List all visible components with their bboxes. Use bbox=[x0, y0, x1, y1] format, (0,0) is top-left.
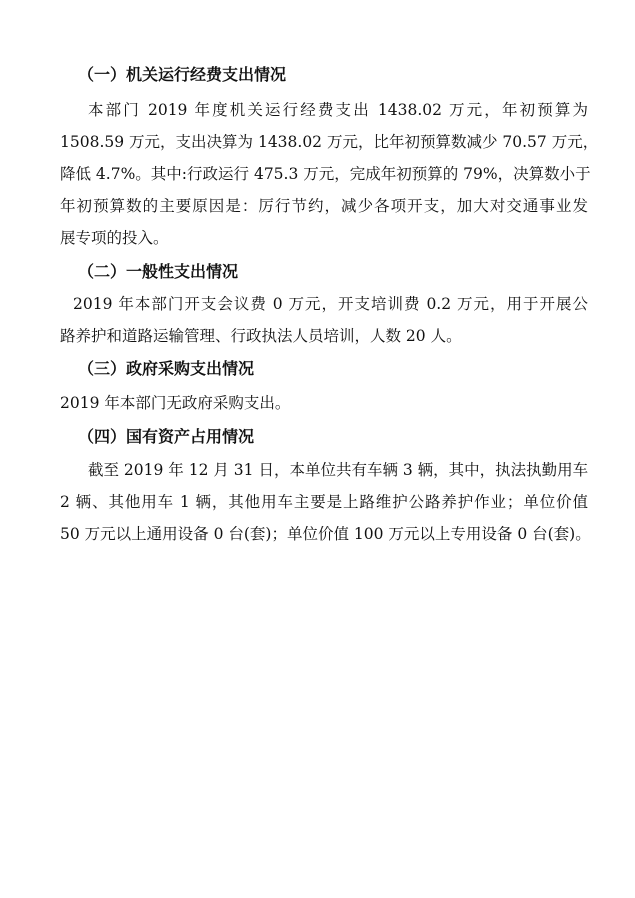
paragraph-line: 2019 年本部门开支会议费 0 万元，开支培训费 0.2 万元，用于开展公 bbox=[73, 295, 588, 313]
paragraph-line: 50 万元以上通用设备 0 台(套)；单位价值 100 万元以上专用设备 0 台(套)。 bbox=[60, 525, 591, 543]
section-heading: （三）政府采购支出情况 bbox=[78, 359, 255, 378]
paragraph-line: 1508.59 万元，支出决算为 1438.02 万元，比年初预算数减少 70.57 万元， bbox=[60, 133, 599, 151]
section-heading: （四）国有资产占用情况 bbox=[78, 427, 255, 446]
paragraph-line: 2019 年本部门无政府采购支出。 bbox=[60, 394, 291, 412]
paragraph-line: 2 辆、其他用车 1 辆，其他用车主要是上路维护公路养护作业；单位价值 bbox=[60, 493, 588, 511]
paragraph-line: 截至 2019 年 12 月 31 日，本单位共有车辆 3 辆，其中，执法执勤用车 bbox=[88, 461, 589, 479]
section-heading: （二）一般性支出情况 bbox=[78, 262, 239, 281]
paragraph-line: 年初预算数的主要原因是：厉行节约，减少各项开支，加大对交通事业发 bbox=[60, 197, 588, 215]
paragraph-line: 本部门 2019 年度机关运行经费支出 1438.02 万元，年初预算为 bbox=[88, 101, 588, 119]
section-heading: （一）机关运行经费支出情况 bbox=[78, 65, 287, 84]
paragraph-line: 展专项的投入。 bbox=[60, 229, 169, 247]
paragraph-line: 降低 4.7%。其中:行政运行 475.3 万元，完成年初预算的 79%，决算数小于 bbox=[60, 165, 591, 183]
paragraph-line: 路养护和道路运输管理、行政执法人员培训，人数 20 人。 bbox=[60, 327, 462, 345]
